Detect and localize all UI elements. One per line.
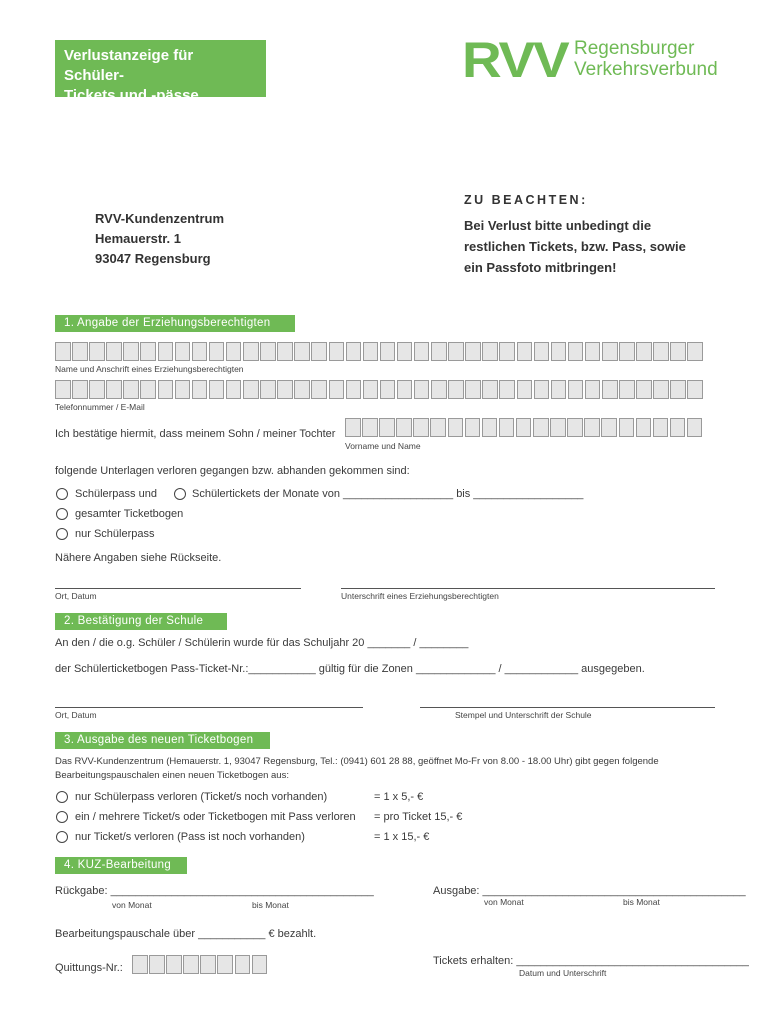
char-box[interactable] [653, 342, 669, 361]
name-address-boxes[interactable] [55, 342, 703, 361]
char-box[interactable] [499, 342, 515, 361]
char-box[interactable] [482, 380, 498, 399]
char-box[interactable] [72, 380, 88, 399]
char-box[interactable] [55, 342, 71, 361]
char-box[interactable] [670, 380, 686, 399]
service-intro [55, 755, 659, 783]
char-box[interactable] [140, 380, 156, 399]
name-address-label: Name und Anschrift eines Erziehungsberechtigten [55, 364, 244, 374]
char-box[interactable] [431, 342, 447, 361]
char-box[interactable] [132, 955, 148, 974]
receipt-number-boxes[interactable] [132, 955, 267, 974]
section2-heading: 2. Bestätigung der Schule [55, 613, 227, 630]
return-from-month-label: von Monat [112, 900, 152, 910]
fee-option1-radio[interactable] [56, 791, 68, 803]
address-line3: 93047 Regensburg [95, 251, 211, 266]
pass-only-radio[interactable] [56, 528, 68, 540]
school-year-text: An den / die o.g. Schüler / Schülerin wurde für das Schuljahr 20 _______ / ________ [55, 637, 469, 649]
char-box[interactable] [482, 418, 498, 437]
section3-heading: 3. Ausgabe des neuen Ticketbogen [55, 732, 270, 749]
char-box[interactable] [123, 342, 139, 361]
char-box[interactable] [465, 342, 481, 361]
char-box[interactable] [123, 380, 139, 399]
char-box[interactable] [619, 342, 635, 361]
logo-line1: Regensburger [574, 38, 695, 59]
form-title-line2: Tickets und -pässe [64, 87, 199, 104]
notice-text [464, 215, 724, 278]
char-box[interactable] [568, 342, 584, 361]
char-box[interactable] [158, 380, 174, 399]
char-box[interactable] [568, 380, 584, 399]
char-box[interactable] [311, 380, 327, 399]
char-box[interactable] [379, 418, 395, 437]
char-box[interactable] [209, 380, 225, 399]
char-box[interactable] [294, 380, 310, 399]
char-box[interactable] [106, 342, 122, 361]
student-pass-label: Schülerpass und [75, 488, 157, 500]
char-box[interactable] [601, 418, 617, 437]
section1-heading: 1. Angabe der Erziehungsberechtigten [55, 315, 295, 332]
char-box[interactable] [517, 380, 533, 399]
char-box[interactable] [158, 342, 174, 361]
char-box[interactable] [346, 342, 362, 361]
char-box[interactable] [55, 380, 71, 399]
place-date-label-1: Ort, Datum [55, 591, 97, 601]
char-box[interactable] [217, 955, 233, 974]
logo-mark: RVV [462, 32, 568, 88]
char-box[interactable] [482, 342, 498, 361]
phone-email-boxes[interactable] [55, 380, 703, 399]
char-box[interactable] [166, 955, 182, 974]
char-box[interactable] [516, 418, 532, 437]
char-box[interactable] [175, 380, 191, 399]
char-box[interactable] [465, 418, 481, 437]
char-box[interactable] [430, 418, 446, 437]
issue-to-month-label: bis Monat [623, 897, 660, 907]
char-box[interactable] [636, 342, 652, 361]
char-box[interactable] [252, 955, 268, 974]
char-box[interactable] [499, 418, 515, 437]
char-box[interactable] [397, 342, 413, 361]
char-box[interactable] [192, 342, 208, 361]
notice-heading: ZU BEACHTEN: [464, 193, 588, 207]
rvv-logo [462, 32, 722, 88]
char-box[interactable] [551, 380, 567, 399]
char-box[interactable] [235, 955, 251, 974]
char-box[interactable] [653, 418, 669, 437]
char-box[interactable] [175, 342, 191, 361]
tickets-received-field[interactable]: Tickets erhalten: ______________________________________ [433, 955, 749, 967]
char-box[interactable] [260, 380, 276, 399]
fee-option3-radio[interactable] [56, 831, 68, 843]
student-tickets-radio[interactable] [174, 488, 186, 500]
char-box[interactable] [636, 380, 652, 399]
section4-heading: 4. KUZ-Bearbeitung [55, 857, 187, 874]
char-box[interactable] [311, 342, 327, 361]
place-date-line-2[interactable] [55, 707, 363, 708]
fee-option3-label: nur Ticket/s verloren (Pass ist noch vorhanden) [75, 831, 305, 843]
char-box[interactable] [380, 342, 396, 361]
char-box[interactable] [89, 380, 105, 399]
char-box[interactable] [209, 342, 225, 361]
student-tickets-label: Schülertickets der Monate von __________________ bis __________________ [192, 488, 584, 500]
service-intro-line1: Das RVV-Kundenzentrum (Hemauerstr. 1, 93047 Regensburg, Tel.: (0941) 601 28 88, geöffnet Mo-Fr von 8.00 - 18.00 Uhr) gibt gegen folgende [55, 756, 659, 767]
char-box[interactable] [636, 418, 652, 437]
char-box[interactable] [687, 342, 703, 361]
char-box[interactable] [243, 342, 259, 361]
notice-line2: restlichen Tickets, bzw. Pass, sowie [464, 239, 686, 254]
char-box[interactable] [517, 342, 533, 361]
char-box[interactable] [277, 380, 293, 399]
char-box[interactable] [687, 418, 703, 437]
student-pass-radio[interactable] [56, 488, 68, 500]
char-box[interactable] [602, 342, 618, 361]
char-box[interactable] [397, 380, 413, 399]
notice-line3: ein Passfoto mitbringen! [464, 260, 617, 275]
char-box[interactable] [448, 342, 464, 361]
char-box[interactable] [448, 418, 464, 437]
fee-paid-text[interactable]: Bearbeitungspauschale über ___________ € bezahlt. [55, 928, 317, 940]
char-box[interactable] [346, 380, 362, 399]
issue-from-month-label: von Monat [484, 897, 524, 907]
char-box[interactable] [687, 380, 703, 399]
char-box[interactable] [585, 342, 601, 361]
ticket-sheet-radio[interactable] [56, 508, 68, 520]
address-line1: RVV-Kundenzentrum [95, 211, 225, 226]
char-box[interactable] [619, 380, 635, 399]
char-box[interactable] [414, 342, 430, 361]
char-box[interactable] [226, 380, 242, 399]
char-box[interactable] [585, 380, 601, 399]
pass-only-label: nur Schülerpass [75, 528, 155, 540]
logo-text [574, 38, 718, 80]
fee-option2-radio[interactable] [56, 811, 68, 823]
char-box[interactable] [413, 418, 429, 437]
school-stamp-line[interactable] [420, 707, 715, 708]
fee-option1-price: = 1 x 5,- € [374, 791, 424, 803]
details-note: Nähere Angaben siehe Rückseite. [55, 552, 222, 564]
char-box[interactable] [260, 342, 276, 361]
fee-option3-price: = 1 x 15,- € [374, 831, 430, 843]
fee-option1-label: nur Schülerpass verloren (Ticket/s noch vorhanden) [75, 791, 328, 803]
char-box[interactable] [550, 418, 566, 437]
char-box[interactable] [431, 380, 447, 399]
char-box[interactable] [294, 342, 310, 361]
logo-line2: Verkehrsverbund [574, 59, 718, 80]
char-box[interactable] [345, 418, 361, 437]
char-box[interactable] [149, 955, 165, 974]
char-box[interactable] [465, 380, 481, 399]
form-title [55, 40, 266, 104]
char-box[interactable] [414, 380, 430, 399]
child-name-label: Vorname und Name [345, 441, 421, 451]
char-box[interactable] [380, 380, 396, 399]
char-box[interactable] [619, 418, 635, 437]
char-box[interactable] [602, 380, 618, 399]
char-box[interactable] [72, 342, 88, 361]
notice-line1: Bei Verlust bitte unbedingt die [464, 218, 652, 233]
return-field[interactable]: Rückgabe: ___________________________________________ [55, 885, 374, 897]
char-box[interactable] [567, 418, 583, 437]
char-box[interactable] [140, 342, 156, 361]
place-date-label-2: Ort, Datum [55, 710, 97, 720]
fee-option2-label: ein / mehrere Ticket/s oder Ticketbogen mit Pass verloren [75, 811, 356, 823]
char-box[interactable] [183, 955, 199, 974]
char-box[interactable] [363, 342, 379, 361]
char-box[interactable] [362, 418, 378, 437]
char-box[interactable] [448, 380, 464, 399]
char-box[interactable] [329, 342, 345, 361]
char-box[interactable] [670, 418, 686, 437]
phone-email-label: Telefonnummer / E-Mail [55, 402, 145, 412]
char-box[interactable] [363, 380, 379, 399]
char-box[interactable] [534, 380, 550, 399]
char-box[interactable] [89, 342, 105, 361]
receipt-number-label: Quittungs-Nr.: [55, 962, 123, 974]
guardian-signature-line[interactable] [341, 588, 715, 589]
char-box[interactable] [584, 418, 600, 437]
char-box[interactable] [106, 380, 122, 399]
char-box[interactable] [192, 380, 208, 399]
guardian-signature-label: Unterschrift eines Erziehungsberechtigten [341, 591, 499, 601]
lost-items-text: folgende Unterlagen verloren gegangen bzw. abhanden gekommen sind: [55, 465, 410, 477]
char-box[interactable] [329, 380, 345, 399]
char-box[interactable] [499, 380, 515, 399]
return-to-month-label: bis Monat [252, 900, 289, 910]
char-box[interactable] [396, 418, 412, 437]
form-title-line1: Verlustanzeige für Schüler- [64, 47, 194, 84]
char-box[interactable] [653, 380, 669, 399]
confirm-text: Ich bestätige hiermit, dass meinem Sohn / meiner Tochter [55, 428, 336, 440]
char-box[interactable] [551, 342, 567, 361]
char-box[interactable] [670, 342, 686, 361]
fee-option2-price: = pro Ticket 15,- € [374, 811, 463, 823]
char-box[interactable] [277, 342, 293, 361]
place-date-line-1[interactable] [55, 588, 301, 589]
recipient-address [95, 209, 224, 269]
child-name-boxes[interactable] [345, 418, 702, 437]
school-stamp-label: Stempel und Unterschrift der Schule [455, 710, 592, 720]
address-line2: Hemauerstr. 1 [95, 231, 181, 246]
ticket-sheet-label: gesamter Ticketbogen [75, 508, 184, 520]
char-box[interactable] [534, 342, 550, 361]
service-intro-line2: Bearbeitungspauschalen einen neuen Ticketbogen aus: [55, 770, 289, 781]
char-box[interactable] [200, 955, 216, 974]
char-box[interactable] [226, 342, 242, 361]
issue-field[interactable]: Ausgabe: ___________________________________________ [433, 885, 746, 897]
char-box[interactable] [533, 418, 549, 437]
ticket-number-text: der Schülerticketbogen Pass-Ticket-Nr.:___________ gültig für die Zonen _____________ / ____________ ausgegeben. [55, 663, 645, 675]
char-box[interactable] [243, 380, 259, 399]
date-signature-label: Datum und Unterschrift [519, 968, 607, 978]
